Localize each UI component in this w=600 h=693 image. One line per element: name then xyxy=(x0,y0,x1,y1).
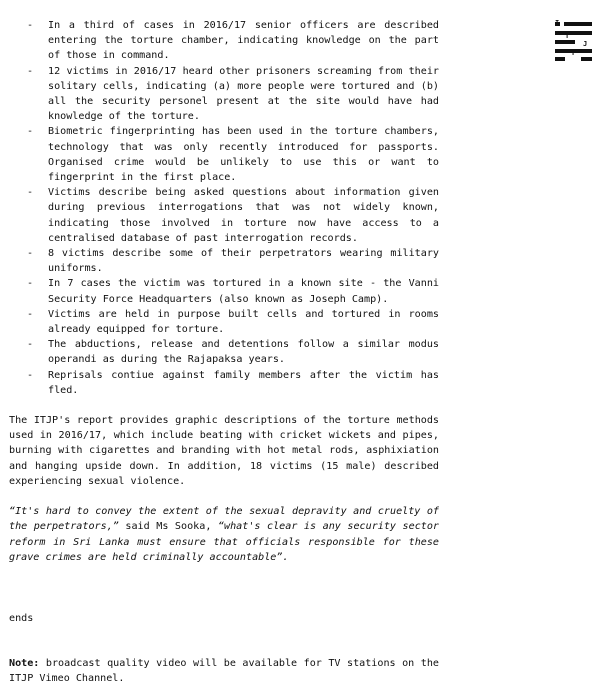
bullet-dash: - xyxy=(27,126,34,138)
ends-marker: ends xyxy=(9,612,34,624)
list-item xyxy=(9,185,439,246)
list-item xyxy=(9,124,439,185)
bullet-dash: - xyxy=(27,20,34,31)
findings-list xyxy=(9,18,439,398)
list-item xyxy=(9,307,439,337)
press-release-body xyxy=(9,18,439,687)
logo-bar xyxy=(555,57,565,61)
bullet-dash: - xyxy=(27,278,34,290)
list-item xyxy=(9,337,439,367)
quote-part-2: “what's clear is any security sector reform in Sri Lanka must ensure that officials responsible for these grave crimes are held criminally accountable”. xyxy=(9,521,440,563)
bullet-dash: - xyxy=(27,65,34,77)
note-paragraph xyxy=(9,656,439,686)
logo-bar xyxy=(555,31,592,35)
list-item-text: Victims describe being asked questions about information given during previous interrogations that was not widely known, indicating those involved in torture now have access to a centralised database of past interrogation records. xyxy=(48,187,439,244)
list-item xyxy=(9,18,439,64)
list-item xyxy=(9,64,439,125)
quote-attribution: said Ms Sooka, xyxy=(118,521,218,533)
list-item xyxy=(9,368,439,398)
list-item-text: Victims are held in purpose built cells and tortured in rooms already equipped for torture. xyxy=(48,308,439,336)
list-item-text: The abductions, release and detentions follow a similar modus operandi as during the Rajapaksa years. xyxy=(48,339,439,366)
note-text: broadcast quality video will be available for TV stations on the ITJP Vimeo Channel. xyxy=(9,658,439,685)
logo-bar xyxy=(581,57,592,61)
logo-letter-p: P xyxy=(572,49,577,57)
list-item-text: Biometric fingerprinting has been used in the torture chambers, technology that was only recently introduced for passports. Organised crime would be unlikely to use this or want to fingerprint in the first place. xyxy=(48,126,439,184)
logo-bar xyxy=(555,40,575,44)
logo-letter-j: J xyxy=(583,40,588,48)
logo-letter-t: T xyxy=(565,32,570,40)
bullet-dash: - xyxy=(27,187,34,199)
list-item-text: Reprisals contiue against family members after the victim has fled. xyxy=(48,369,439,396)
bullet-dash: - xyxy=(27,308,34,320)
itjp-logo xyxy=(555,19,592,61)
list-item-text: In 7 cases the victim was tortured in a known site - the Vanni Security Force Headquarters (also known as Joseph Camp). xyxy=(48,278,439,305)
list-item-text: In a third of cases in 2016/17 senior officers are described entering the torture chamber, indicating knowledge on the part of those in command. xyxy=(48,20,439,62)
bullet-dash: - xyxy=(27,248,34,260)
list-item xyxy=(9,276,439,306)
note-label: Note: xyxy=(9,658,40,670)
bullet-dash: - xyxy=(27,339,34,351)
logo-bar xyxy=(564,22,592,26)
bullet-dash: - xyxy=(27,369,34,381)
logo-letter-i: I xyxy=(555,19,560,27)
list-item-text: 8 victims describe some of their perpetrators wearing military uniforms. xyxy=(48,248,439,275)
report-paragraph: The ITJP's report provides graphic descriptions of the torture methods used in 2016/17, which include beating with cricket wickets and pipes, burning with cigarettes and branding with hot metal rods, asphixiation and hanging upside down. In addition, 18 victims (15 male) described experiencing sexual violence. xyxy=(9,415,439,487)
list-item xyxy=(9,246,439,276)
sooka-quote xyxy=(9,504,439,565)
quote-part-1: “It's hard to convey the extent of the sexual depravity and cruelty of the perpetrators,” xyxy=(9,506,439,533)
list-item-text: 12 victims in 2016/17 heard other prisoners screaming from their solitary cells, indicating (a) more people were tortured and (b) all the security personel present at the site would have had knowledge of the torture. xyxy=(48,65,439,123)
